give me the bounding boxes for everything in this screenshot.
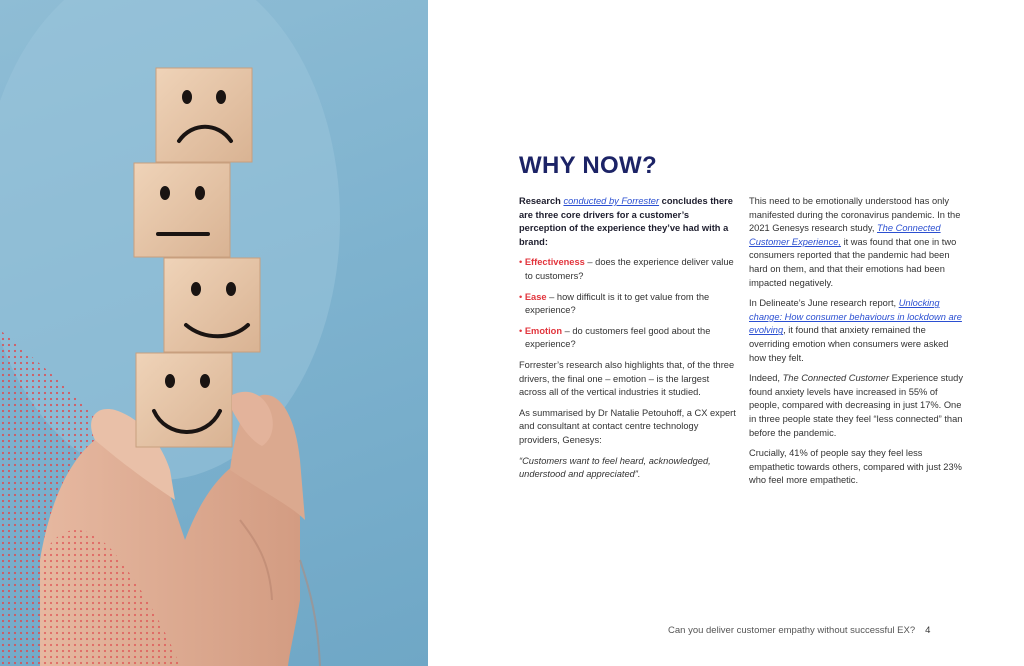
paragraph-text: This need to be emotionally understood has only manifested during the coronavirus pandemic. In the 2021 Genesys research study, (749, 196, 961, 234)
paragraph-text-continued: , it found that anxiety remained the overriding emotion when consumers were asked how they felt. (749, 325, 949, 363)
block-smile (164, 258, 260, 352)
bullet-item (519, 256, 737, 283)
bullet-term: Effectiveness (524, 257, 585, 268)
bullet-item (519, 325, 737, 352)
hero-photo (0, 0, 428, 666)
hero-illustration (0, 0, 428, 666)
connected-customer-link[interactable]: The Connected Customer Experience, (749, 223, 941, 247)
bullet-text: – how difficult is it to get value from the experience? (525, 291, 710, 316)
bullet-dot-icon: • (519, 257, 523, 268)
bullet-item (519, 291, 737, 318)
body-paragraph (749, 372, 965, 440)
lead-text-continued: concludes there are three core drivers for a customer’s perception of the experience they’ve had with a brand: (519, 196, 733, 247)
page-title: WHY NOW? (519, 152, 657, 179)
body-paragraph: Forrester’s research also highlights that, of the three drivers, the final one – emotion – is the largest across all of the vertical industries it studied. (519, 359, 735, 398)
paragraph-text-continued: it was found that one in two consumers reported that the pandemic had been hard on them, and that their emotions had been impacted negatively. (749, 236, 957, 288)
body-paragraph: Crucially, 41% of people say they feel less empathetic towards others, compared with just 23% who feel more empathetic. (749, 448, 962, 486)
body-paragraph (749, 297, 965, 365)
lead-paragraph (519, 195, 737, 249)
body-paragraph (749, 195, 965, 290)
study-title: The Connected Customer (782, 373, 890, 384)
paragraph-text: In Delineate’s June research report, (749, 298, 899, 309)
bullet-term: Ease (524, 291, 547, 302)
page-footer (668, 625, 930, 636)
bullet-term: Emotion (524, 325, 563, 336)
block-neutral (134, 163, 230, 257)
bullet-text: – does the experience deliver value to customers? (525, 257, 734, 281)
lead-text: Research (519, 196, 564, 206)
page-number: 4 (925, 625, 931, 636)
footer-text: Can you deliver customer empathy without successful EX? (668, 625, 916, 636)
block-big-smile (136, 353, 232, 447)
body-paragraph: As summarised by Dr Natalie Petouhoff, a CX expert and consultant at contact centre technology providers, Genesys: (519, 407, 736, 445)
left-column (519, 195, 737, 489)
bullet-dot-icon: • (519, 325, 523, 336)
paragraph-text-continued: Experience study found anxiety levels have increased in 55% of people, compared with decreasing in just 17%. One in three people state they feel “less connected” than before the pandemic. (749, 373, 963, 438)
paragraph-text: Indeed, (749, 373, 783, 384)
forrester-link[interactable]: conducted by Forrester (563, 196, 660, 206)
pull-quote: “Customers want to feel heard, acknowledged, understood and appreciated”. (519, 455, 711, 480)
right-column (749, 195, 965, 495)
unlocking-change-link[interactable]: Unlocking change: How consumer behaviours in lockdown are evolving (749, 298, 962, 336)
block-sad (156, 68, 252, 162)
bullet-dot-icon: • (519, 291, 523, 302)
bullet-text: – do customers feel good about the experience? (525, 325, 711, 350)
